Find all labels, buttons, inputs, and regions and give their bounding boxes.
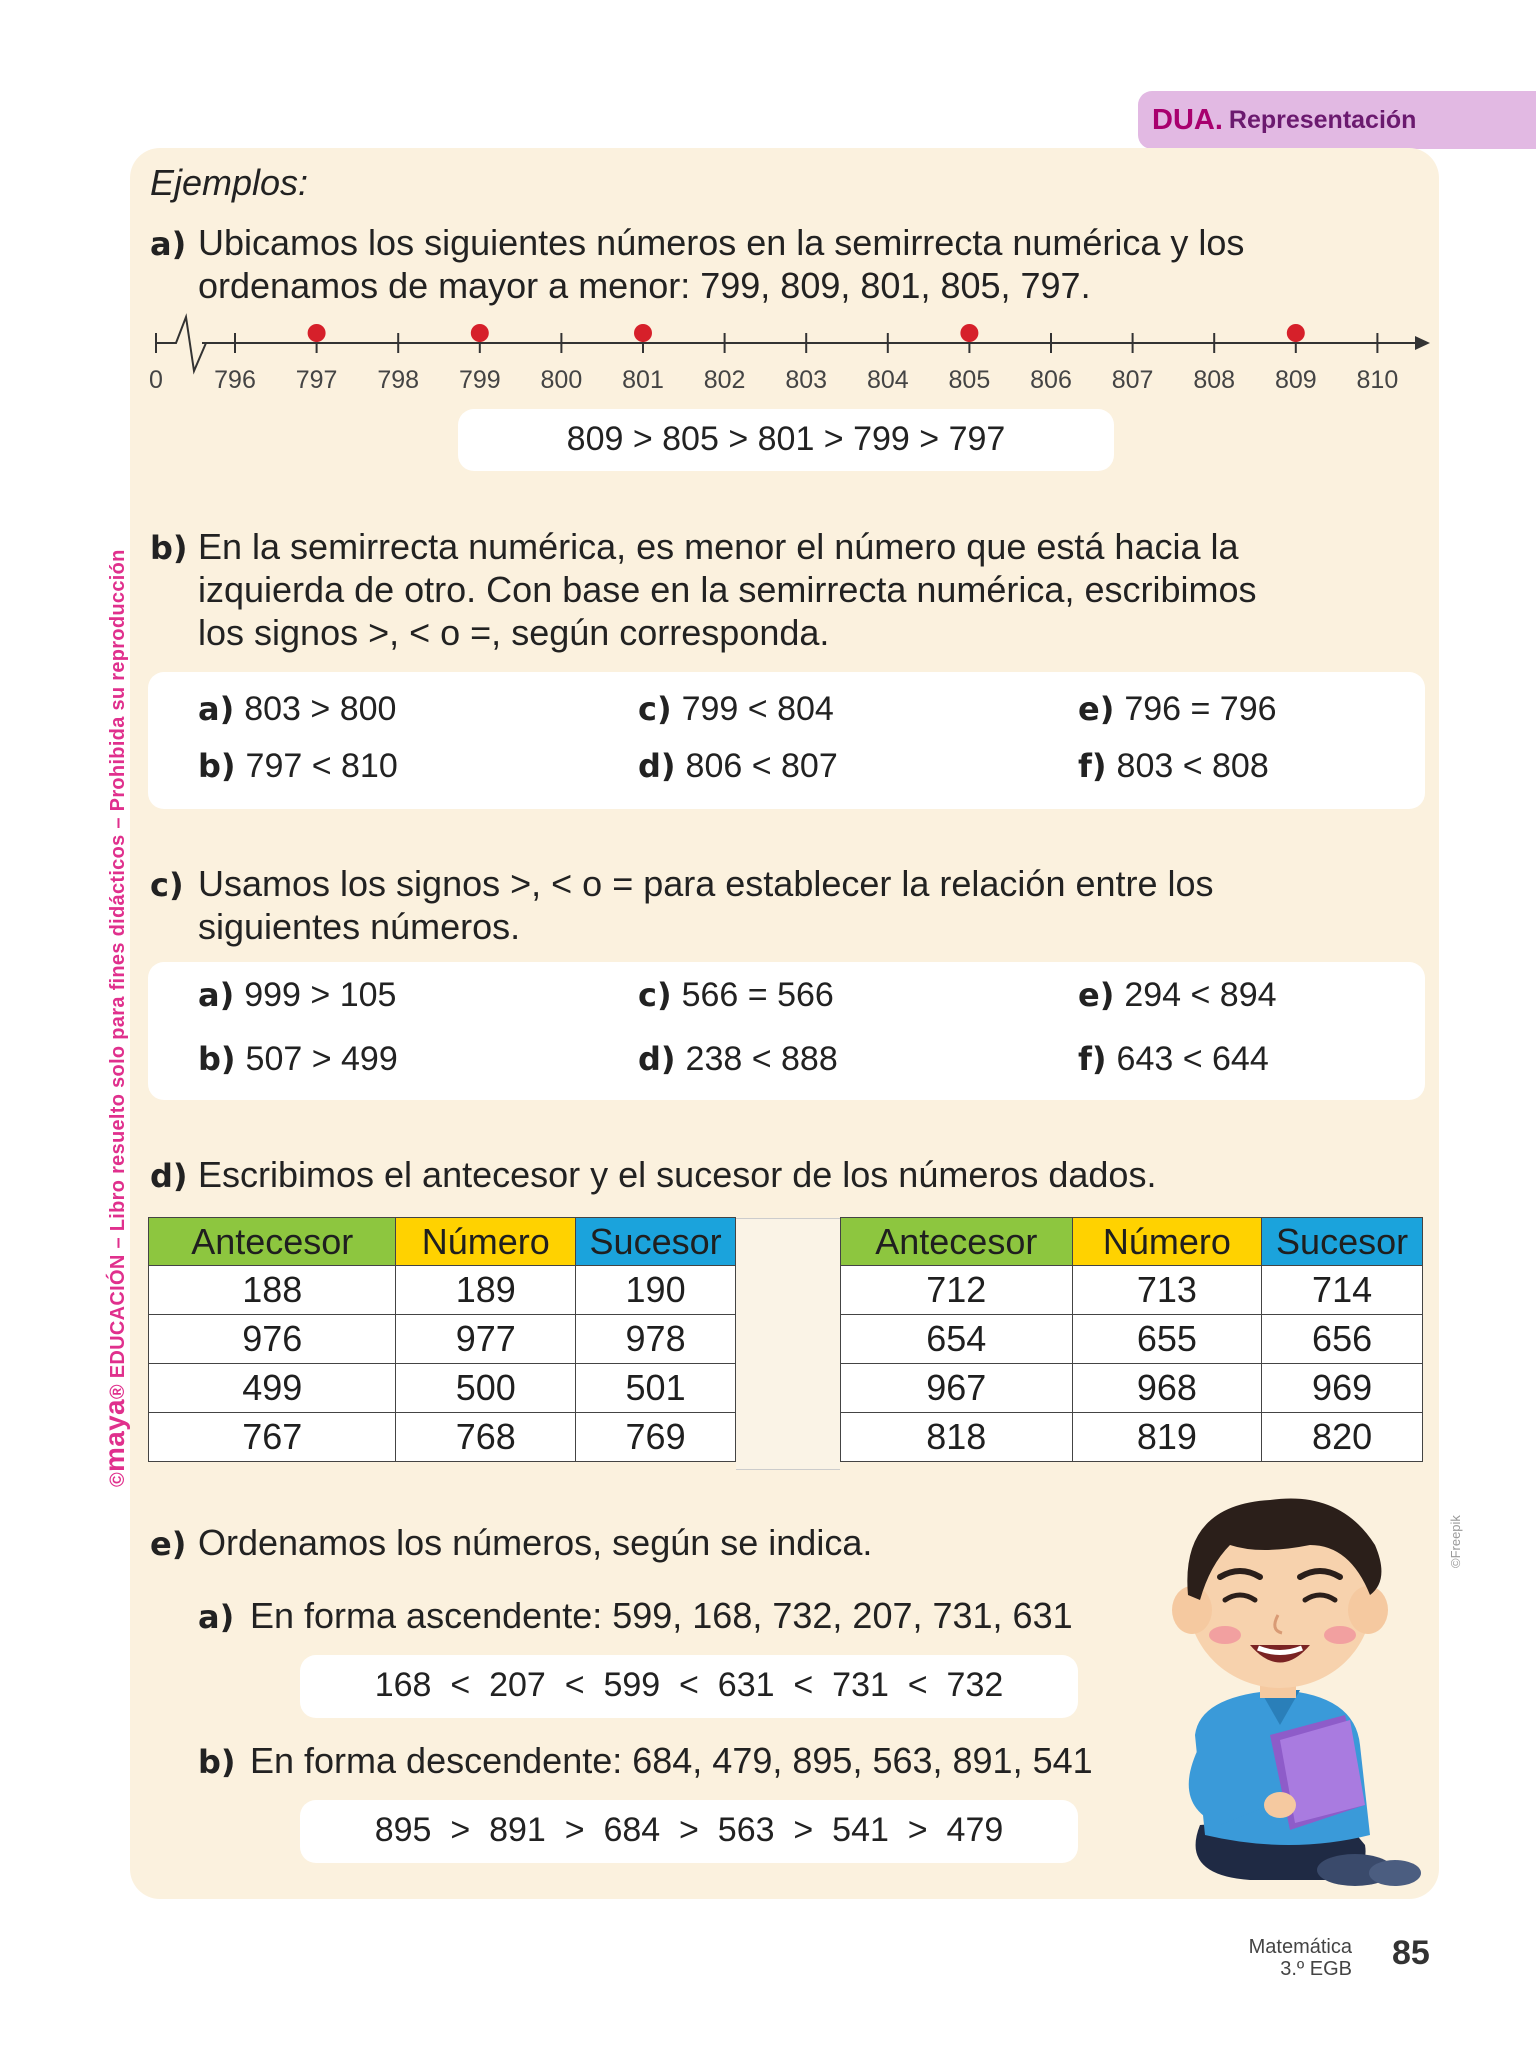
section-b-item-label: a) [198, 690, 235, 728]
section-c-item-text: 294 < 894 [1124, 976, 1277, 1014]
table-cell: 656 [1262, 1315, 1423, 1364]
dua-label: DUA. [1152, 103, 1223, 136]
section-b-item-label: c) [638, 690, 672, 728]
table-cell: 712 [841, 1266, 1073, 1315]
number-line-tick-label: 810 [1356, 366, 1399, 394]
antecesor-sucesor-table-right [840, 1217, 1423, 1462]
section-c-item [1078, 1040, 1269, 1079]
table-cell: 977 [396, 1315, 576, 1364]
section-b-item [638, 690, 834, 729]
section-e-text: Ordenamos los números, según se indica. [198, 1522, 873, 1563]
table-cell: 499 [149, 1364, 396, 1413]
table-cell: 767 [149, 1413, 396, 1462]
table-row [841, 1266, 1423, 1315]
footer-grade: 3.º EGB [1280, 1958, 1352, 1980]
number-line-tick-label: 807 [1111, 366, 1154, 394]
section-b-line3: los signos >, < o =, según corresponda. [198, 612, 830, 653]
section-c-item [638, 976, 834, 1015]
table-cell: 976 [149, 1315, 396, 1364]
section-c-item-text: 507 > 499 [245, 1040, 398, 1078]
section-e-desc-text: En forma descendente: 684, 479, 895, 563, 891, 541 [250, 1740, 1093, 1781]
table-cell: 500 [396, 1364, 576, 1413]
footer-subject-name: Matemática [1248, 1936, 1352, 1958]
section-e-asc-text: En forma ascendente: 599, 168, 732, 207, 731, 631 [250, 1595, 1073, 1636]
section-b-item [1078, 747, 1269, 786]
table-cell: 713 [1072, 1266, 1262, 1315]
section-c-item-label: a) [198, 976, 235, 1014]
header-antecesor: Antecesor [841, 1218, 1073, 1266]
footer-subject [1249, 1936, 1352, 1980]
section-b-item-text: 797 < 810 [245, 747, 398, 785]
table-cell: 769 [576, 1413, 736, 1462]
section-b-line1: En la semirrecta numérica, es menor el número que está hacia la [198, 526, 1239, 567]
number-line-tick-label: 803 [785, 366, 828, 394]
section-b-item-text: 799 < 804 [681, 690, 834, 728]
number-line-tick-label: 797 [295, 366, 338, 394]
table-cell: 969 [1262, 1364, 1423, 1413]
section-c-item [638, 1040, 838, 1079]
number-line-tick-label: 801 [622, 366, 664, 394]
section-c-item-text: 566 = 566 [681, 976, 834, 1014]
table-row [841, 1413, 1423, 1462]
image-credit: ©Freepik [1448, 1515, 1463, 1568]
table-gap [736, 1218, 840, 1470]
section-c-item-text: 999 > 105 [244, 976, 397, 1014]
section-b-item-text: 806 < 807 [685, 747, 838, 785]
number-line-tick-label: 806 [1030, 366, 1072, 394]
section-b-item [198, 747, 398, 786]
number-line-tick-label: 809 [1274, 366, 1317, 394]
table-cell: 188 [149, 1266, 396, 1315]
number-line-origin-label: 0 [149, 366, 163, 394]
section-c-item-text: 643 < 644 [1116, 1040, 1269, 1078]
number-line-tick-label: 799 [458, 366, 501, 394]
table-cell: 820 [1262, 1413, 1423, 1462]
table-cell: 654 [841, 1315, 1073, 1364]
copyright-sidebar [99, 549, 131, 1487]
boy-reading-illustration [1140, 1485, 1430, 1895]
number-line-tick-label: 796 [214, 366, 256, 394]
section-c-item-label: f) [1078, 1040, 1107, 1078]
header-antecesor: Antecesor [149, 1218, 396, 1266]
table-cell: 978 [576, 1315, 736, 1364]
number-line-tick-label: 802 [703, 366, 746, 394]
section-b-label: b) [150, 529, 188, 567]
section-a-line2: ordenamos de mayor a menor: 799, 809, 801, 805, 797. [198, 265, 1091, 306]
number-line-tick-label: 808 [1193, 366, 1236, 394]
section-e-asc-label: a) [198, 1598, 235, 1636]
section-e-asc-answer: 168 < 207 < 599 < 631 < 731 < 732 [374, 1666, 1004, 1704]
number-line [140, 305, 1440, 405]
table-cell: 190 [576, 1266, 736, 1315]
table-cell: 818 [841, 1413, 1073, 1462]
section-e-label: e) [150, 1525, 187, 1563]
section-c-item-text: 238 < 888 [685, 1040, 838, 1078]
brand-logo-text: maya [99, 1399, 130, 1472]
copyright-notice: ® EDUCACIÓN – Libro resuelto solo para fines didácticos – Prohibida su reproducción [107, 549, 129, 1400]
table-cell: 714 [1262, 1266, 1423, 1315]
table-row [149, 1413, 736, 1462]
table-cell: 501 [576, 1364, 736, 1413]
header-sucesor: Sucesor [576, 1218, 736, 1266]
section-c-item [198, 976, 396, 1015]
section-c-item-label: b) [198, 1040, 236, 1078]
table-cell: 768 [396, 1413, 576, 1462]
section-c-item-label: e) [1078, 976, 1115, 1014]
table-cell: 655 [1072, 1315, 1262, 1364]
number-line-marker [308, 324, 326, 342]
dua-subtitle: Representación [1228, 105, 1417, 134]
section-c-item [198, 1040, 398, 1079]
section-c-line2: siguientes números. [198, 906, 521, 947]
section-a-answer: 809 > 805 > 801 > 799 > 797 [566, 420, 1006, 458]
section-b-item [1078, 690, 1277, 729]
section-c-label: c) [150, 866, 184, 904]
section-d-text: Escribimos el antecesor y el sucesor de los números dados. [198, 1154, 1157, 1195]
table-cell: 189 [396, 1266, 576, 1315]
number-line-tick-label: 800 [540, 366, 583, 394]
antecesor-sucesor-table-left [148, 1217, 736, 1462]
section-e-desc-label: b) [198, 1743, 236, 1781]
number-line-marker [1287, 324, 1305, 342]
dua-tab [1138, 91, 1536, 149]
section-b-item-label: b) [198, 747, 236, 785]
section-b-item [638, 747, 838, 786]
examples-title: Ejemplos: [150, 162, 309, 203]
section-a-line1: Ubicamos los siguientes números en la semirrecta numérica y los [198, 222, 1245, 263]
number-line-tick-label: 805 [948, 366, 991, 394]
table-row [841, 1315, 1423, 1364]
section-b-item-label: e) [1078, 690, 1115, 728]
table-cell: 819 [1072, 1413, 1262, 1462]
section-b-item-label: d) [638, 747, 676, 785]
table-row [149, 1364, 736, 1413]
number-line-arrow [1415, 336, 1430, 350]
section-b-item-text: 803 > 800 [244, 690, 397, 728]
table-row [149, 1266, 736, 1315]
number-line-marker [960, 324, 978, 342]
copyright-symbol: © [107, 1471, 129, 1487]
number-line-break-mask [172, 331, 202, 361]
number-line-tick-label: 804 [866, 366, 909, 394]
section-b-item-text: 803 < 808 [1116, 747, 1269, 785]
table-row [841, 1364, 1423, 1413]
table-cell: 967 [841, 1364, 1073, 1413]
section-b-item-label: f) [1078, 747, 1107, 785]
section-a-label: a) [150, 225, 187, 263]
section-b-item-text: 796 = 796 [1124, 690, 1277, 728]
section-b-line2: izquierda de otro. Con base en la semirrecta numérica, escribimos [198, 569, 1257, 610]
number-line-marker [634, 324, 652, 342]
header-sucesor: Sucesor [1262, 1218, 1423, 1266]
section-b-item [198, 690, 396, 729]
section-c-item-label: c) [638, 976, 672, 1014]
header-numero: Número [396, 1218, 576, 1266]
section-d-label: d) [150, 1157, 188, 1195]
section-c-item-label: d) [638, 1040, 676, 1078]
section-e-desc-answer: 895 > 891 > 684 > 563 > 541 > 479 [374, 1811, 1004, 1849]
number-line-tick-label: 798 [377, 366, 420, 394]
section-c-line1: Usamos los signos >, < o = para establecer la relación entre los [198, 863, 1214, 904]
header-numero: Número [1072, 1218, 1262, 1266]
page-number: 85 [1392, 1934, 1430, 1972]
number-line-marker [471, 324, 489, 342]
section-c-item [1078, 976, 1277, 1015]
table-row [149, 1315, 736, 1364]
table-cell: 968 [1072, 1364, 1262, 1413]
